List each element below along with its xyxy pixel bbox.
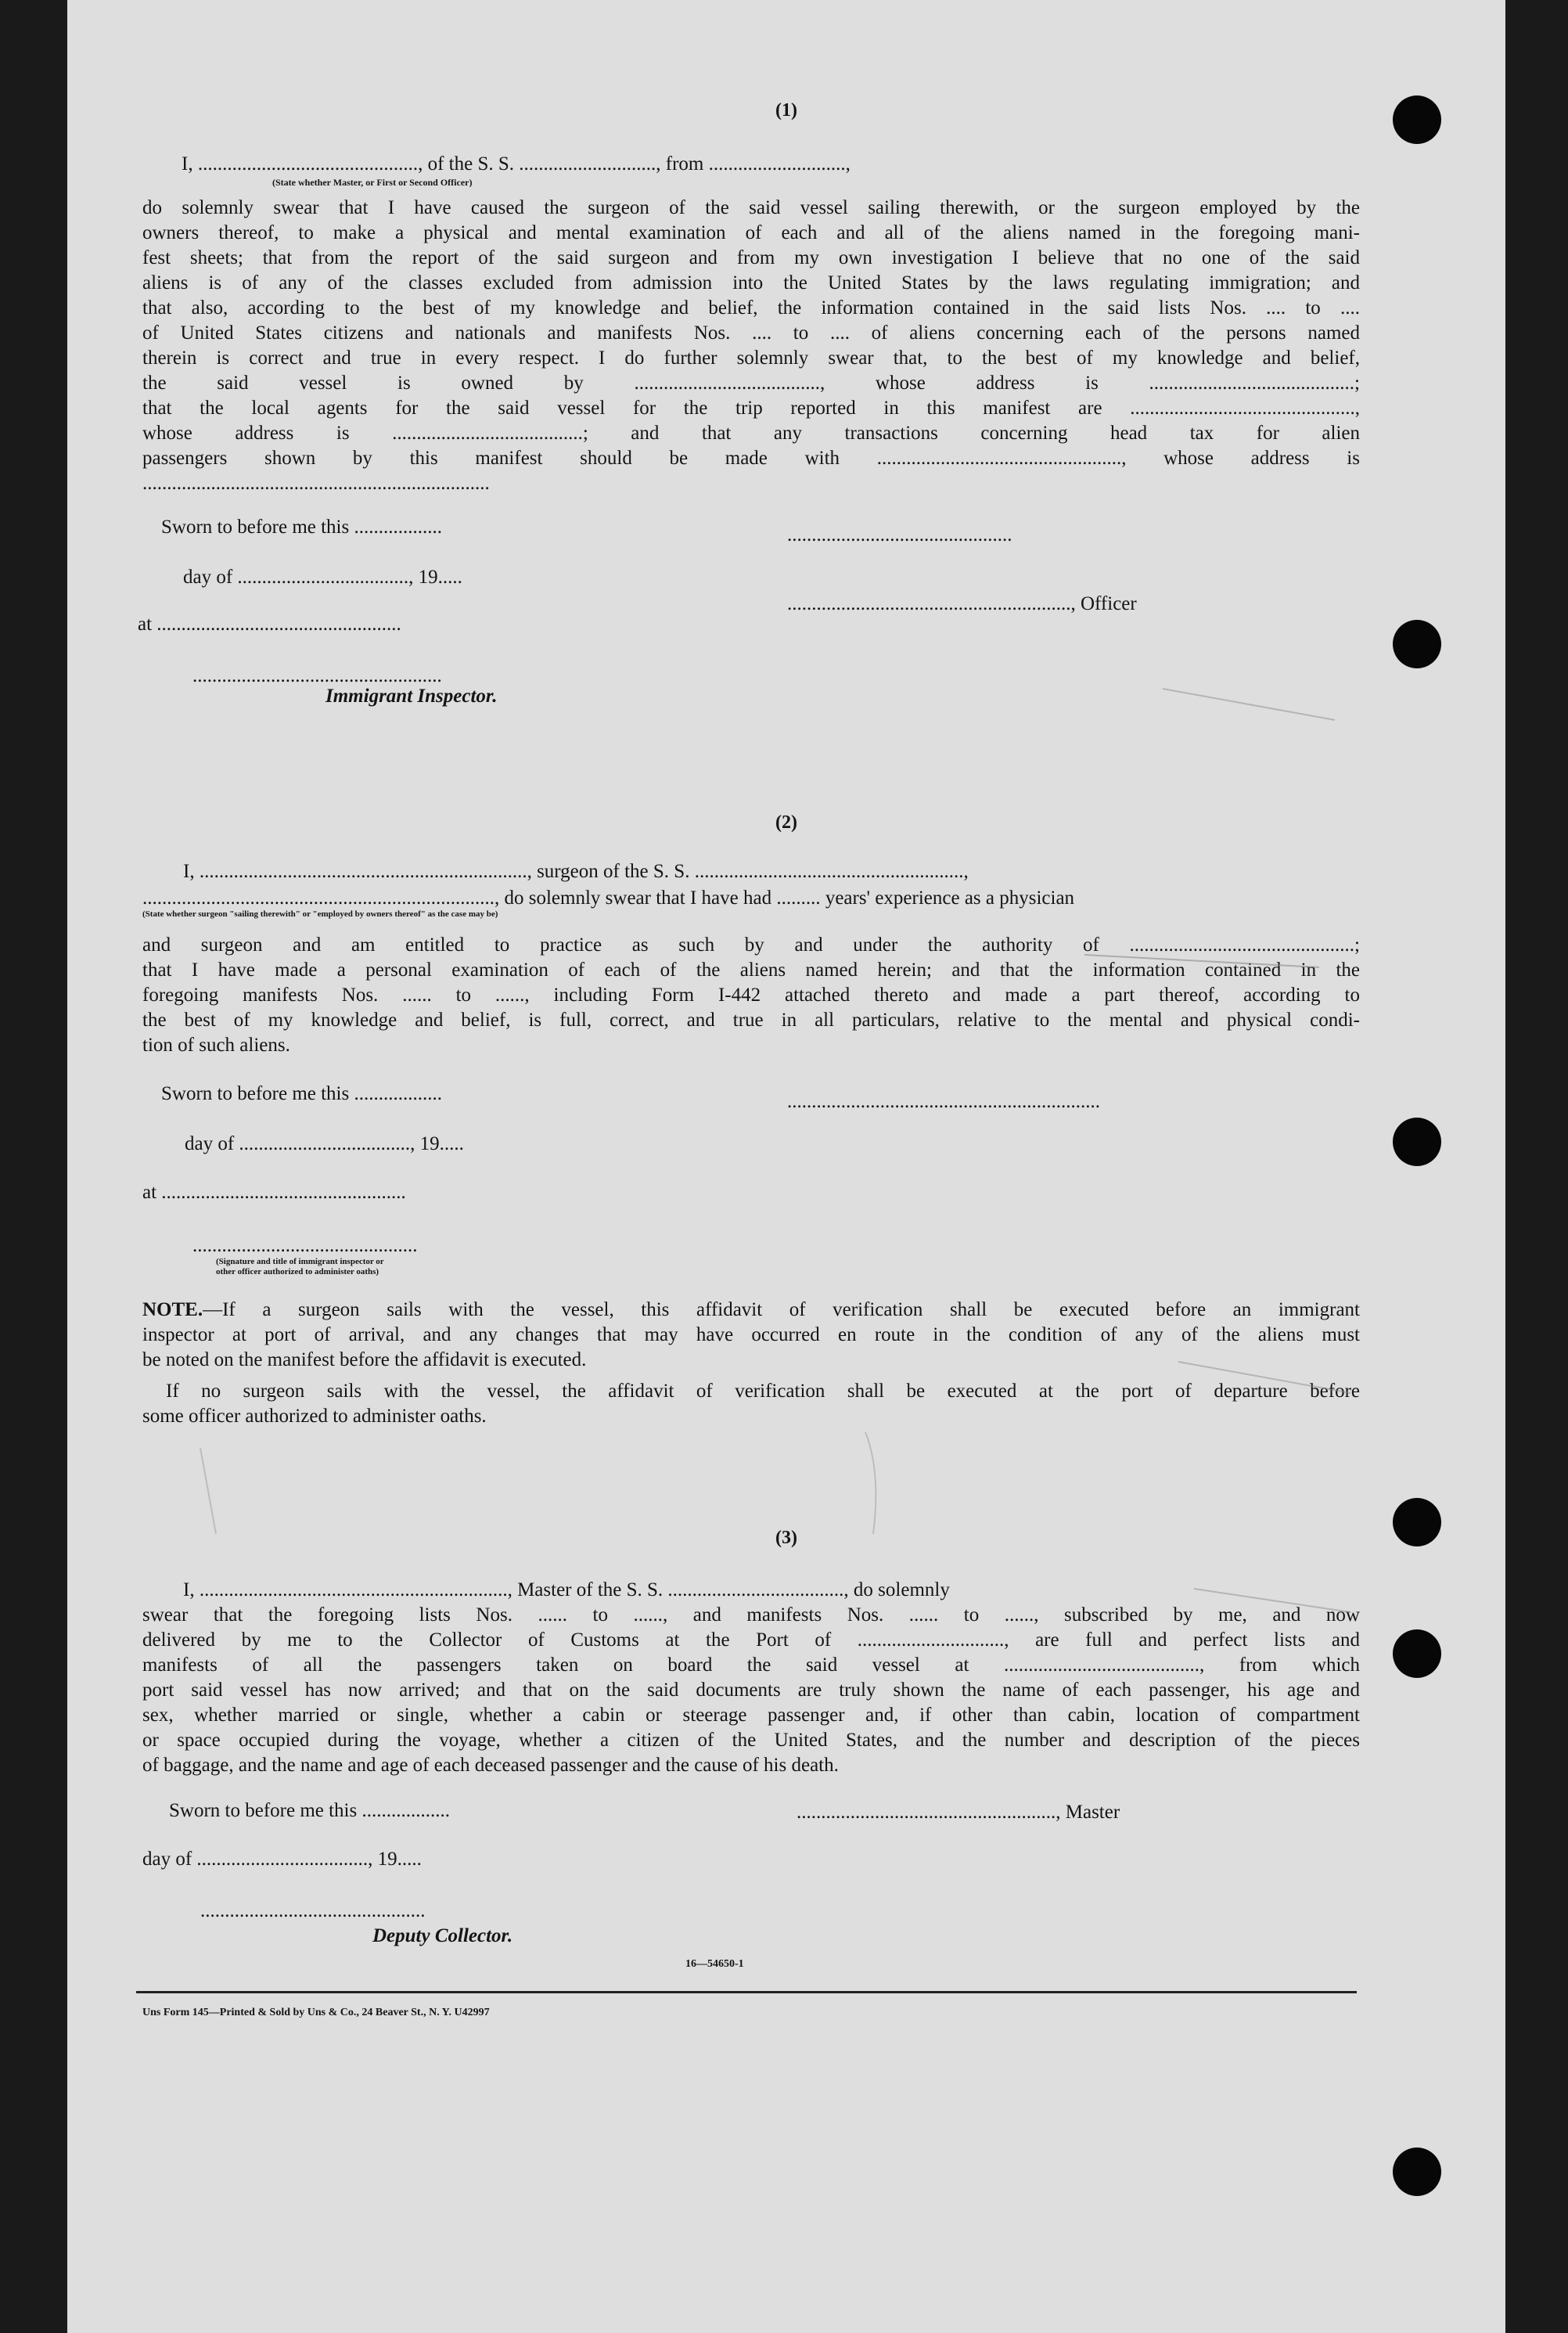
s1-line-4: fest sheets; that from the report of the said surgeon and from my own investigation I believe that no one of the said xyxy=(142,247,1360,268)
s3-line-2: swear that the foregoing lists Nos. ...... to ......, and manifests Nos. ...... to ......, subscribed by me, and now xyxy=(142,1604,1360,1626)
note-line-4: If no surgeon sails with the vessel, the affidavit of verification shall be executed at the port of departure before xyxy=(166,1381,1360,1402)
s1-at: at .................................................. xyxy=(138,614,401,635)
s3-collector-dots: .............................................. xyxy=(200,1900,426,1921)
manifest-page xyxy=(67,0,1505,2333)
s1-line-5: aliens is of any of the classes excluded from admission into the United States by the laws regulating immigration; and xyxy=(142,272,1360,293)
s3-line-3: delivered by me to the Collector of Customs at the Port of .............................., are full and perfect lists and xyxy=(142,1629,1360,1651)
s3-line-8: of baggage, and the name and age of each deceased passenger and the cause of his death. xyxy=(142,1755,839,1776)
s1-caption: (State whether Master, or First or Second Officer) xyxy=(272,177,473,188)
pencil-stroke-3 xyxy=(1178,1362,1350,1393)
s1-day: day of ..................................., 19..... xyxy=(183,567,462,588)
binder-hole xyxy=(1393,95,1441,144)
s1-sworn: Sworn to before me this .................. xyxy=(161,517,442,538)
s1-line-6: that also, according to the best of my knowledge and belief, the information contained in the said lists Nos. .... to .... xyxy=(142,297,1360,319)
pencil-stroke-5 xyxy=(865,1432,876,1534)
s1-line-9: the said vessel is owned by ......................................, whose address is ..........................................; xyxy=(142,373,1360,394)
s1-line-10: that the local agents for the said vessel for the trip reported in this manifest are .............................................., xyxy=(142,398,1360,419)
s1-officer-line: .........................................................., Officer xyxy=(787,593,1137,614)
s2-line-3: and surgeon and am entitled to practice as such by and under the authority of ..............................................; xyxy=(142,934,1360,956)
binder-hole xyxy=(1393,2148,1441,2196)
s1-line-11: whose address is .......................................; and that any transactions concerning head tax for alien xyxy=(142,423,1360,444)
s1-line-13: ....................................................................... xyxy=(142,473,490,494)
s1-inspector-dots: ................................................... xyxy=(192,665,442,686)
pencil-stroke-2 xyxy=(1163,689,1335,720)
s3-day: day of ..................................., 19..... xyxy=(142,1849,422,1870)
note-line-2: inspector at port of arrival, and any changes that may have occurred en route in the condition of any of the aliens must xyxy=(142,1324,1360,1345)
s2-caption: (State whether surgeon "sailing therewith" or "employed by owners thereof" as the case may be) xyxy=(142,909,498,919)
printer-line: Uns Form 145—Printed & Sold by Uns & Co., 24 Beaver St., N. Y. U42997 xyxy=(142,2007,490,2018)
section-3-number: (3) xyxy=(775,1528,797,1548)
note-label: NOTE. xyxy=(142,1299,203,1320)
s3-collector-label: Deputy Collector. xyxy=(372,1925,513,1946)
s3-line-1: I, ..............................................................., Master of the S. S. ...................................., do solemnly xyxy=(183,1579,950,1600)
s3-line-5: port said vessel has now arrived; and that on the said documents are truly shown the name of each passenger, his age and xyxy=(142,1680,1360,1701)
binder-hole xyxy=(1393,1629,1441,1678)
s1-sig-line: .............................................. xyxy=(787,524,1012,545)
faint-marks xyxy=(67,0,1505,2333)
s2-line-1: I, ..................................................................., surgeon of the S. S. ......................................................., xyxy=(183,861,969,882)
s2-line-7: tion of such aliens. xyxy=(142,1035,290,1056)
binder-hole xyxy=(1393,1118,1441,1166)
note-line-5: some officer authorized to administer oaths. xyxy=(142,1406,487,1427)
s1-line-1: I, ............................................., of the S. S. ............................, from ............................, xyxy=(182,153,851,175)
s3-line-6: sex, whether married or single, whether a cabin or steerage passenger and, if other than cabin, location of compartment xyxy=(142,1705,1360,1726)
section-2-number: (2) xyxy=(775,812,797,833)
pencil-stroke-4 xyxy=(1194,1589,1350,1612)
s2-line-5: foregoing manifests Nos. ...... to ......, including Form I-442 attached thereto and made a part thereof, according to xyxy=(142,985,1360,1006)
s3-master-line: ....................................................., Master xyxy=(797,1802,1120,1823)
note-line-3: be noted on the manifest before the affidavit is executed. xyxy=(142,1349,587,1370)
s1-inspector-label: Immigrant Inspector. xyxy=(325,686,498,707)
pencil-stroke-1 xyxy=(1084,955,1319,967)
s2-line-4: that I have made a personal examination of each of the aliens named herein; and that the information contained in the xyxy=(142,959,1360,981)
section-1-number: (1) xyxy=(775,100,797,121)
s2-day: day of ..................................., 19..... xyxy=(185,1133,464,1154)
s2-line-2: ........................................................................, do solemnly swear that I have had ......... years' experience as a physician xyxy=(142,887,1075,909)
s1-line-12: passengers shown by this manifest should be made with .................................................., whose address is xyxy=(142,448,1360,469)
s3-sworn: Sworn to before me this .................. xyxy=(169,1800,450,1821)
s2-sworn: Sworn to before me this .................. xyxy=(161,1083,442,1104)
s2-line-6: the best of my knowledge and belief, is full, correct, and true in all particulars, relative to the mental and physical condi- xyxy=(142,1010,1360,1031)
s3-line-4: manifests of all the passengers taken on board the said vessel at ........................................, from which xyxy=(142,1654,1360,1676)
s1-line-2: do solemnly swear that I have caused the surgeon of the said vessel sailing therewith, or the surgeon employed by the xyxy=(142,197,1360,218)
binder-hole xyxy=(1393,1498,1441,1546)
s2-sig-dots: .............................................. xyxy=(192,1235,418,1256)
binder-hole xyxy=(1393,620,1441,668)
form-code: 16—54650-1 xyxy=(685,1958,744,1970)
s1-line-3: owners thereof, to make a physical and mental examination of each and all of the aliens named in the foregoing mani- xyxy=(142,222,1360,243)
s1-line-8: therein is correct and true in every respect. I do further solemnly swear that, to the best of my knowledge and belief, xyxy=(142,347,1360,369)
note-text-1: —If a surgeon sails with the vessel, this affidavit of verification shall be executed before an immigrant xyxy=(203,1299,1360,1320)
s1-line-7: of United States citizens and nationals and manifests Nos. .... to .... of aliens concerning each of the persons named xyxy=(142,322,1360,344)
s3-line-7: or space occupied during the voyage, whether a citizen of the United States, and the number and description of the pieces xyxy=(142,1730,1360,1751)
s2-at: at .................................................. xyxy=(142,1182,406,1203)
pencil-stroke-6 xyxy=(200,1448,216,1534)
s2-sig-caption: (Signature and title of immigrant inspector or other officer authorized to administer oaths) xyxy=(216,1257,384,1276)
s2-surgeon-line: ................................................................ xyxy=(787,1091,1100,1112)
